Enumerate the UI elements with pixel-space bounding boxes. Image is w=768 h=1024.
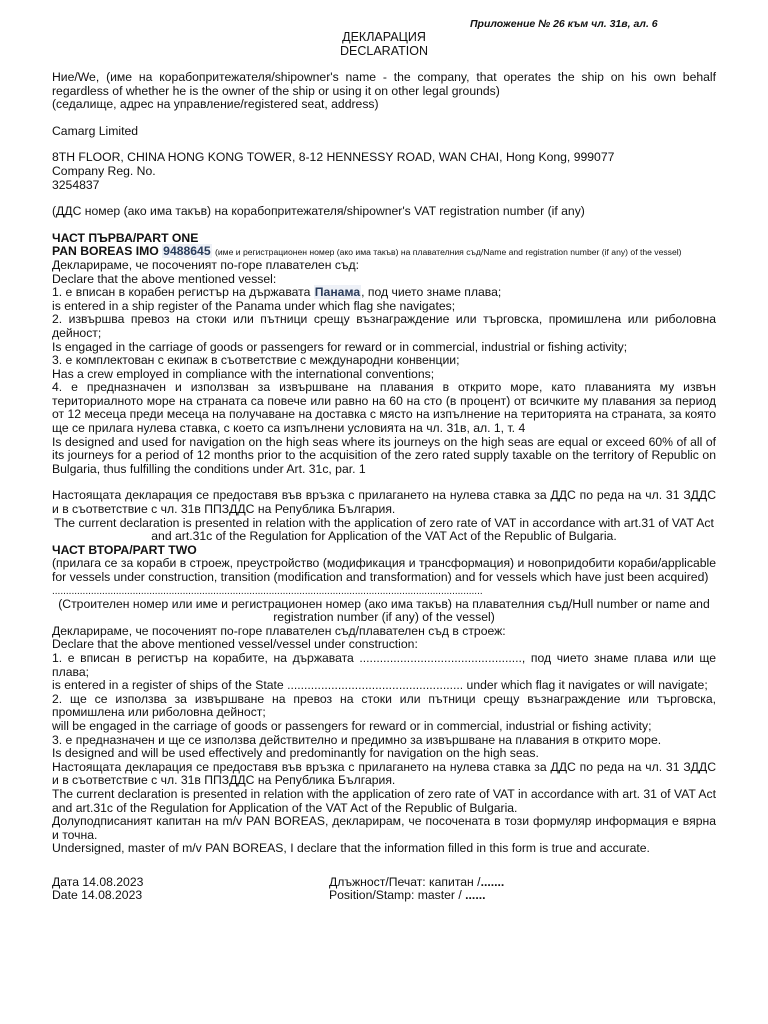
date-bg: Дата 14.08.2023	[52, 874, 144, 889]
signature-dots: .......	[480, 874, 505, 889]
part-one-item-4-bg: 4. е предназначен и използван за извършване на плавания в открито море, като плаванията му извън териториалното море на страната са повече или равно на 60 на сто (в процент) от всичките му плавания за период от 12 месеца преди месеца на получаване на доставка с място на изпълнение на територията на страната, за която ще се прилага нулева ставка, с което са изпълнени условията на чл. 31в, ал. 1, т. 4	[52, 380, 716, 436]
item-text: 1. е вписан в корабен регистър на държавата	[52, 285, 314, 300]
item-text: , под чието знаме плава;	[361, 285, 502, 300]
part-two-declare-en: Declare that the above mentioned vessel/vessel under construction:	[52, 637, 418, 652]
imo-label: IMO	[135, 244, 159, 259]
document-title	[52, 30, 716, 58]
part-two-declare-bg: Декларираме, че посоченият по-горе плавателен съд/плавателен съд в строеж:	[52, 623, 506, 638]
part-one-item-1-bg	[52, 286, 716, 300]
vessel-note: (име и регистрационен номер (ако има такъв) на плавателния съд/Name and registration number (if any) of the vessel)	[215, 247, 682, 258]
signature-dots: ......	[465, 888, 486, 903]
hull-number-field: ...........................................................................................................................................................	[52, 585, 483, 597]
seat-label: (седалище, адрес на управление/registered seat, address)	[52, 97, 379, 112]
part-two-heading: ЧАСТ ВТОРА/PART TWO	[52, 542, 197, 557]
part-two-intro: (прилага се за кораби в строеж, преустройство (модификация и трансформация) и новопридобити кораби/applicable for vessels under construction, transition (modification and transformation) and for vessels which have just been acquired)	[52, 556, 716, 584]
title-en: DECLARATION	[340, 44, 428, 58]
part-one-declare-en: Declare that the above mentioned vessel:	[52, 271, 277, 286]
signature-block	[52, 876, 716, 908]
part-one-item-2-en: Is engaged in the carriage of goods or passengers for reward or in commercial, industrial or fishing activity;	[52, 339, 628, 354]
part-one-item-1-en: is entered in a ship register of the Panama under which flag she navigates;	[52, 298, 456, 313]
company-reg-label: Company Reg. No.	[52, 163, 156, 178]
part-one-statement-en: The current declaration is presented in relation with the application of zero rate of VAT in accordance with art.31 of VAT Act and art.31c of the Regulation for Application of the VAT Act of the Republic of Bulgaria.	[54, 515, 714, 544]
vat-registration-label: (ДДС номер (ако има такъв) на корабопритежателя/shipowner's VAT registration number (if any)	[52, 204, 585, 219]
part-one-item-3-en: Has a crew employed in compliance with the international conventions;	[52, 366, 435, 381]
part-one-declare-bg: Декларираме, че посоченият по-горе плавателен съд:	[52, 257, 360, 272]
part-two-item-2-en: will be engaged in the carriage of goods or passengers for reward or in commercial, industrial or fishing activity;	[52, 718, 652, 733]
company-name: Camarg Limited	[52, 123, 139, 138]
declaration-document	[52, 0, 716, 908]
hull-number-note: (Строителен номер или име и регистрационен номер (ако има такъв) на плавателния съд/Hull number or name and registration number (if any) of the vessel)	[58, 596, 710, 625]
part-one-item-2-bg: 2. извършва превоз на стоки или пътници срещу възнаграждение или търговска, промишлена или риболовна дейност;	[52, 312, 716, 340]
position-label: Длъжност/Печат: капитан /	[329, 874, 481, 889]
vessel-name: PAN BOREAS	[52, 244, 133, 259]
master-declaration-bg: Долуподписаният капитан на m/v PAN BOREAS, декларирам, че посочената в този формуляр информация е вярна и точна.	[52, 814, 716, 842]
imo-number: 9488645	[163, 244, 211, 259]
part-two-item-1-en: is entered in a register of ships of the State .................................................... under which flag it navigates or will navigate;	[52, 678, 708, 693]
position-en	[329, 889, 504, 903]
part-two-statement-bg: Настоящата декларация се предоставя във връзка с прилагането на нулева ставка за ДДС по реда на чл. 31 ЗДДС и в съответствие с чл. 31в ППЗДДС на Република България.	[52, 759, 716, 788]
position-label: Position/Stamp: master /	[329, 888, 466, 903]
part-one-heading: ЧАСТ ПЪРВА/PART ONE	[52, 230, 199, 245]
date-block	[52, 876, 143, 903]
part-one-item-4-en: Is designed and used for navigation on the high seas where its journeys on the high seas are equal or exceed 60% of all of its journeys for a period of 12 months prior to the acquisition of the zero rated supply taxable on the territory of Republic on Bulgaria, thus fulfilling the conditions under Art. 31c, par. 1	[52, 434, 716, 476]
part-one-item-3-bg: 3. е комплектован с екипаж в съответствие с международни конвенции;	[52, 353, 460, 368]
part-one-statement-bg: Настоящата декларация се предоставя във връзка с прилагането на нулева ставка за ДДС по реда на чл. 31 ЗДДС и в съответствие с чл. 31в ППЗДДС на Република България.	[52, 488, 716, 517]
position-bg	[329, 876, 504, 890]
title-bg: ДЕКЛАРАЦИЯ	[342, 30, 426, 44]
part-two-statement-en: The current declaration is presented in relation with the application of zero rate of VAT in accordance with art. 31 of VAT Act and art.31c of the Regulation for Application of the VAT Act of the Republic of Bulgaria.	[52, 786, 716, 815]
part-two-item-3-en: Is designed and will be used effectively and predominantly for navigation on the high seas.	[52, 746, 539, 761]
position-stamp-block	[329, 876, 504, 903]
part-two-item-3-bg: 3. е предназначен и ще се използва действително и предимно за извършване на плавания в открито море.	[52, 732, 662, 747]
flag-country: Панама	[314, 285, 361, 300]
vessel-line	[52, 245, 716, 259]
shipowner-label: Ние/We, (име на корабопритежателя/shipowner's name - the company, that operates the ship on his own behalf regardless of whether he is the owner of the ship or using it on other legal grounds)	[52, 70, 716, 98]
master-declaration-en: Undersigned, master of m/v PAN BOREAS, I declare that the information filled in this form is true and accurate.	[52, 841, 650, 856]
annex-reference: Приложение № 26 към чл. 31в, ал. 6	[470, 18, 658, 30]
company-address: 8TH FLOOR, CHINA HONG KONG TOWER, 8-12 HENNESSY ROAD, WAN CHAI, Hong Kong, 999077	[52, 150, 615, 165]
part-two-item-1-bg: 1. е вписан в регистър на корабите, на държавата ................................................, под чието знаме плава или ще плава;	[52, 650, 716, 679]
date-en: Date 14.08.2023	[52, 888, 143, 903]
company-reg-number: 3254837	[52, 177, 100, 192]
part-two-item-2-bg: 2. ще се използва за извършване на превоз на стоки или пътници срещу възнаграждение или търговска, промишлена или риболовна дейност;	[52, 691, 716, 720]
